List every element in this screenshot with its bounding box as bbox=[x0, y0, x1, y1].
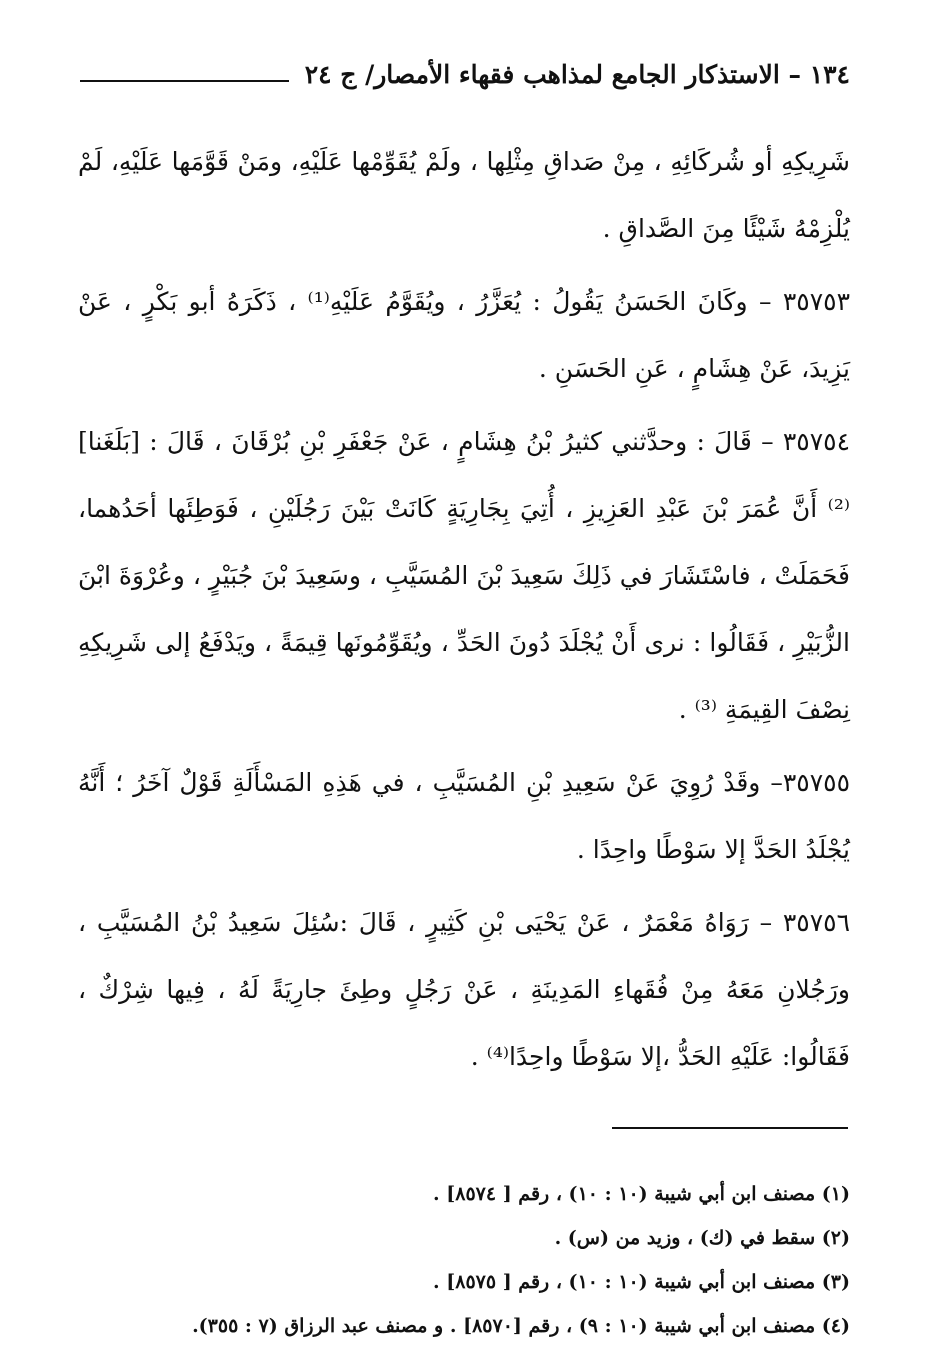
paragraph: شَرِيكِهِ أو شُركَائِهِ ، مِنْ صَداقِ مِثْلِها ، ولَمْ يُقَوِّمْها عَلَيْهِ، ومَنْ قَوَّمَها عَلَيْهِ، لَمْ يُلْزِمْهُ شَيْئًا مِنَ الصَّداقِ . bbox=[78, 147, 850, 243]
paragraph-35754: ٣٥٧٥٤ – قَالَ : وحدَّثني كثيرُ بْنُ هِشَامٍ ، عَنْ جَعْفَرِ بْنِ بُرْقَانَ ، قَالَ : [بَلَغَنا]⁽²⁾ أَنَّ عُمَرَ بْنَ عَبْدِ العَزِيزِ ، أُتِيَ بِجَارِيَةٍ كَانَتْ بَيْنَ رَجُلَيْنِ ، فَوَطِئَها أحَدُهما، فَحَمَلَتْ ، فاسْتَشَارَ في ذَلِكَ سَعِيدَ بْنَ المُسَيَّبِ ، وسَعِيدَ بْنَ جُبَيْرٍ ، وعُرْوَةَ ابْنَ الزُّبَيْرِ ، فَقَالُوا : نرى أَنْ يُجْلَدَ دُونَ الحَدِّ ، ويُقَوِّمُونَها قِيمَةً ، ويَدْفَعُ إلى شَرِيكِهِ نِصْفَ القِيمَةِ ⁽³⁾ . bbox=[78, 427, 850, 724]
footnote-1: (١) مصنف ابن أبي شيبة (١٠ : ١٠) ، رقم [ ٨٥٧٤] . bbox=[433, 1183, 850, 1205]
header-rule bbox=[80, 80, 289, 82]
header-title: ١٣٤ – الاستذكار الجامع لمذاهب فقهاء الأمصار/ ج ٢٤ bbox=[304, 59, 850, 89]
footnote-2: (٢) سقط في (ك) ، وزيد من (س) . bbox=[554, 1227, 850, 1249]
main-text bbox=[78, 128, 850, 1096]
running-header bbox=[80, 52, 850, 96]
footnote-3: (٣) مصنف ابن أبي شيبة (١٠ : ١٠) ، رقم [ ٨٥٧٥] . bbox=[433, 1271, 850, 1293]
footnotes bbox=[78, 1172, 850, 1348]
footnote-4: (٤) مصنف ابن أبي شيبة (١٠ : ٩) ، رقم [٨٥٧٠] . و مصنف عبد الرزاق (٧ : ٣٥٥). bbox=[192, 1315, 850, 1337]
paragraph-35753: ٣٥٧٥٣ – وكَانَ الحَسَنُ يَقُولُ : يُعَزَّرُ ، ويُقَوَّمُ عَلَيْهِ⁽¹⁾ ، ذَكَرَهُ أبو بَكْرٍ ، عَنْ يَزِيدَ، عَنْ هِشَامٍ ، عَنِ الحَسَنِ . bbox=[78, 287, 850, 383]
paragraph-35755: ٣٥٧٥٥– وقَدْ رُوِيَ عَنْ سَعِيدِ بْنِ المُسَيَّبِ ، في هَذِهِ المَسْأَلَةِ قَوْلٌ آخَرُ ؛ أَنَّهُ يُجْلَدُ الحَدَّ إلا سَوْطًا واحِدًا . bbox=[78, 768, 850, 864]
paragraph-35756: ٣٥٧٥٦ – رَوَاهُ مَعْمَرٌ ، عَنْ يَحْيَى بْنِ كَثِيرٍ ، قَالَ :سُئِلَ سَعِيدُ بْنُ المُسَيَّبِ ، ورَجُلانِ مَعَهُ مِنْ فُقَهاءِ المَدِينَةِ ، عَنْ رَجُلٍ وطِئَ جارِيَةً لَهُ ، فِيها شِرْكٌ ، فَقَالُوا: عَلَيْهِ الحَدُّ ،إلا سَوْطًا واحِدًا⁽⁴⁾ . bbox=[78, 908, 850, 1071]
footnote-separator bbox=[612, 1127, 848, 1129]
